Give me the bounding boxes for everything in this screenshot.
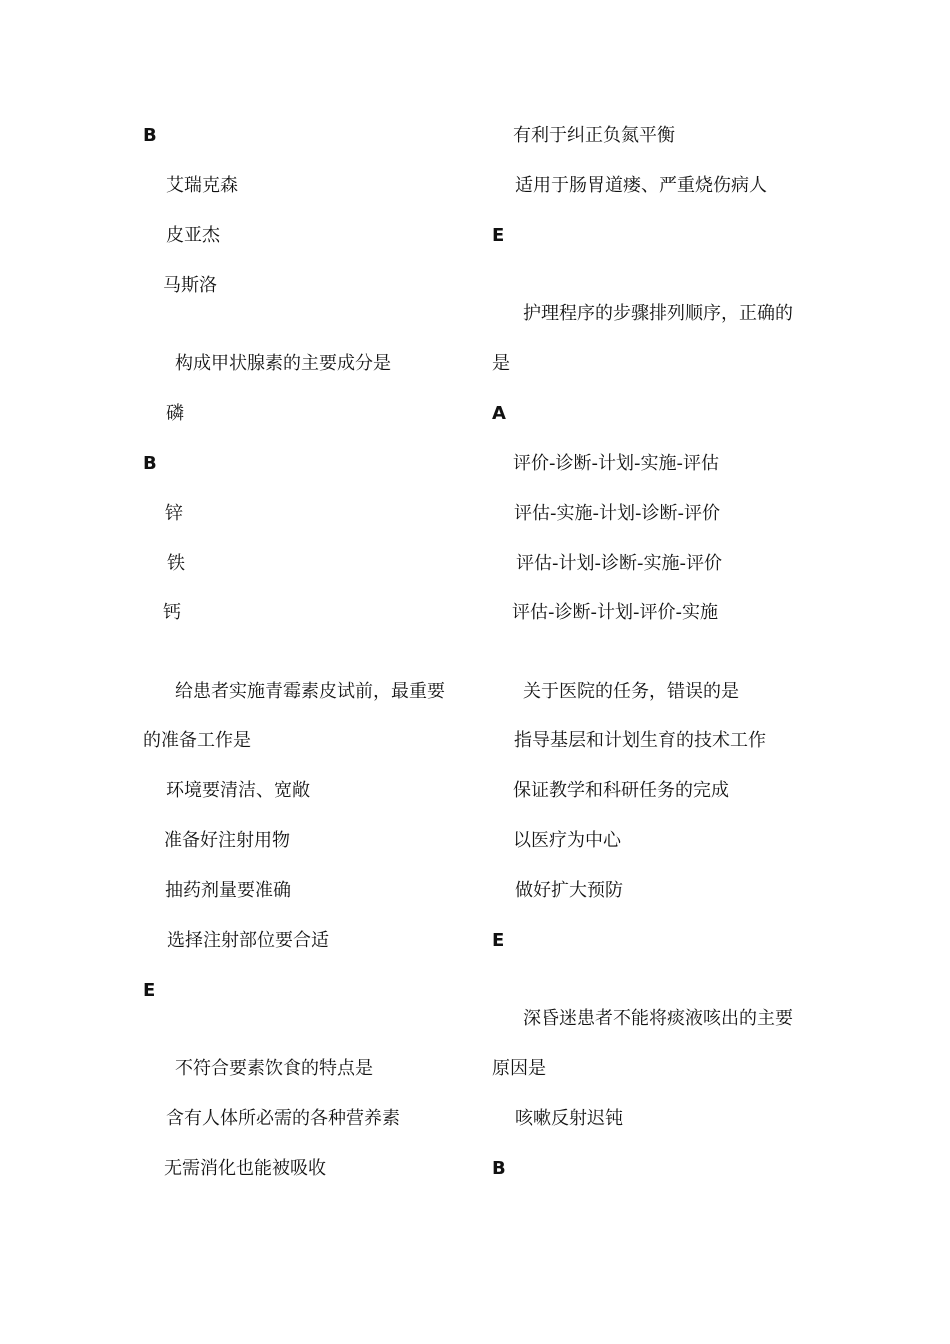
answer-letter: E [492, 930, 505, 951]
question-line: 给患者实施青霉素皮试前，最重要 [175, 681, 445, 702]
question-line: 关于医院的任务，错误的是 [523, 681, 739, 702]
option-line: 以医疗为中心 [513, 830, 621, 851]
option-line: 马斯洛 [163, 275, 217, 296]
option-line: 评价-诊断-计划-实施-评估 [513, 453, 719, 474]
option-line: 适用于肠胃道瘘、严重烧伤病人 [515, 175, 767, 196]
option-line: 做好扩大预防 [515, 880, 623, 901]
option-line: 无需消化也能被吸收 [164, 1158, 326, 1179]
answer-letter: A [492, 403, 506, 424]
option-line: 钙 [163, 602, 181, 623]
question-line: 的准备工作是 [143, 730, 251, 751]
question-line: 深昏迷患者不能将痰液咳出的主要 [523, 1008, 793, 1029]
right-column [475, 0, 950, 1344]
question-line: 构成甲状腺素的主要成分是 [175, 353, 391, 374]
option-line: 艾瑞克森 [166, 175, 238, 196]
option-line: 皮亚杰 [166, 225, 220, 246]
answer-letter: B [143, 125, 157, 146]
option-line: 准备好注射用物 [164, 830, 290, 851]
option-line: 咳嗽反射迟钝 [515, 1108, 623, 1129]
answer-letter: B [143, 453, 157, 474]
option-line: 指导基层和计划生育的技术工作 [514, 730, 766, 751]
option-line: 保证教学和科研任务的完成 [513, 780, 729, 801]
option-line: 评估-计划-诊断-实施-评价 [516, 553, 722, 574]
option-line: 磷 [166, 403, 184, 424]
option-line: 选择注射部位要合适 [167, 930, 329, 951]
option-line: 锌 [165, 503, 183, 524]
option-line: 有利于纠正负氮平衡 [513, 125, 675, 146]
answer-letter: E [143, 980, 156, 1001]
question-line: 原因是 [492, 1058, 546, 1079]
question-line: 护理程序的步骤排列顺序，正确的 [523, 303, 793, 324]
option-line: 评估-实施-计划-诊断-评价 [514, 503, 720, 524]
option-line: 评估-诊断-计划-评价-实施 [512, 602, 718, 623]
question-line: 不符合要素饮食的特点是 [175, 1058, 373, 1079]
question-line: 是 [492, 353, 510, 374]
option-line: 含有人体所必需的各种营养素 [166, 1108, 400, 1129]
option-line: 铁 [167, 553, 185, 574]
answer-letter: E [492, 225, 505, 246]
answer-letter: B [492, 1158, 506, 1179]
option-line: 抽药剂量要准确 [165, 880, 291, 901]
option-line: 环境要清洁、宽敞 [166, 780, 310, 801]
